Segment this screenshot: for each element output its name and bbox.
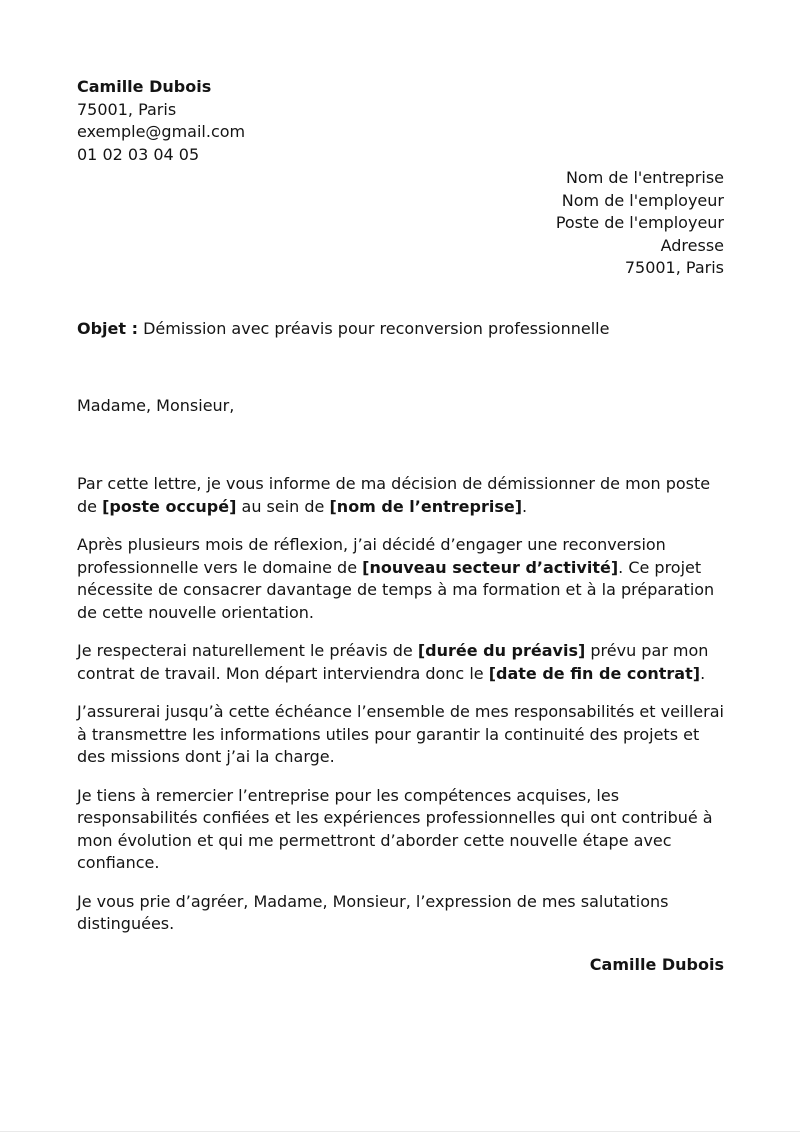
subject-text: Démission avec préavis pour reconversion professionnelle — [138, 319, 610, 338]
sender-block — [77, 76, 477, 166]
sender-name: Camille Dubois — [77, 77, 212, 96]
signature: Camille Dubois — [589, 955, 724, 974]
paragraph-text: . Ce projet nécessite de consacrer davantage de temps à ma formation et à la préparation de cette nouvelle orientation. — [77, 557, 715, 622]
paragraph-text: . — [522, 496, 528, 516]
paragraph-notice — [77, 640, 727, 685]
letter-body — [77, 473, 727, 952]
paragraph-text: Par cette lettre, je vous informe de ma décision de démissionner de mon poste de — [77, 474, 711, 516]
paragraph-text: prévu par mon contrat de travail. Mon départ interviendra donc le — [77, 641, 709, 683]
recipient-city: 75001, Paris — [624, 258, 724, 277]
salutation: Madame, Monsieur, — [77, 396, 235, 415]
placeholder-end-date: [date de fin de contrat] — [488, 663, 701, 683]
sender-email: exemple@gmail.com — [77, 122, 246, 141]
recipient-position: Poste de l'employeur — [555, 213, 724, 232]
subject-label: Objet : — [77, 319, 139, 338]
recipient-company: Nom de l'entreprise — [565, 168, 724, 187]
paragraph-closing: Je vous prie d’agréer, Madame, Monsieur, l’expression de mes salutations distinguées. — [77, 891, 669, 933]
placeholder-position: [poste occupé] — [102, 496, 237, 516]
subject-line — [77, 318, 609, 341]
placeholder-new-sector: [nouveau secteur d’activité] — [362, 557, 619, 577]
recipient-address: Adresse — [660, 235, 724, 255]
paragraph-text: au sein de — [236, 496, 330, 516]
paragraph-resignation — [77, 473, 727, 518]
recipient-block — [556, 167, 724, 280]
paragraph-reconversion — [77, 534, 727, 624]
sender-phone: 01 02 03 04 05 — [77, 144, 200, 164]
paragraph-handover: J’assurerai jusqu’à cette échéance l’ensemble de mes responsabilités et veillerai à transmettre les informations utiles pour garantir la continuité des projets et des missions dont j’ai la charge. — [77, 702, 724, 766]
paragraph-text: Après plusieurs mois de réflexion, j’ai décidé d’engager une reconversion professionnelle vers le domaine de — [77, 535, 666, 577]
paragraph-text: . — [700, 663, 706, 683]
placeholder-company: [nom de l’entreprise] — [329, 496, 523, 516]
placeholder-notice-duration: [durée du préavis] — [417, 641, 586, 660]
recipient-employer: Nom de l'employeur — [561, 190, 724, 210]
sender-city: 75001, Paris — [77, 99, 177, 119]
paragraph-text: Je respecterai naturellement le préavis de — [77, 641, 418, 660]
paragraph-thanks: Je tiens à remercier l’entreprise pour les compétences acquises, les responsabilités confiées et les expériences professionnelles qui ont contribué à mon évolution et qui me permettront d’aborder cette nouvelle étape avec confiance. — [77, 785, 713, 872]
